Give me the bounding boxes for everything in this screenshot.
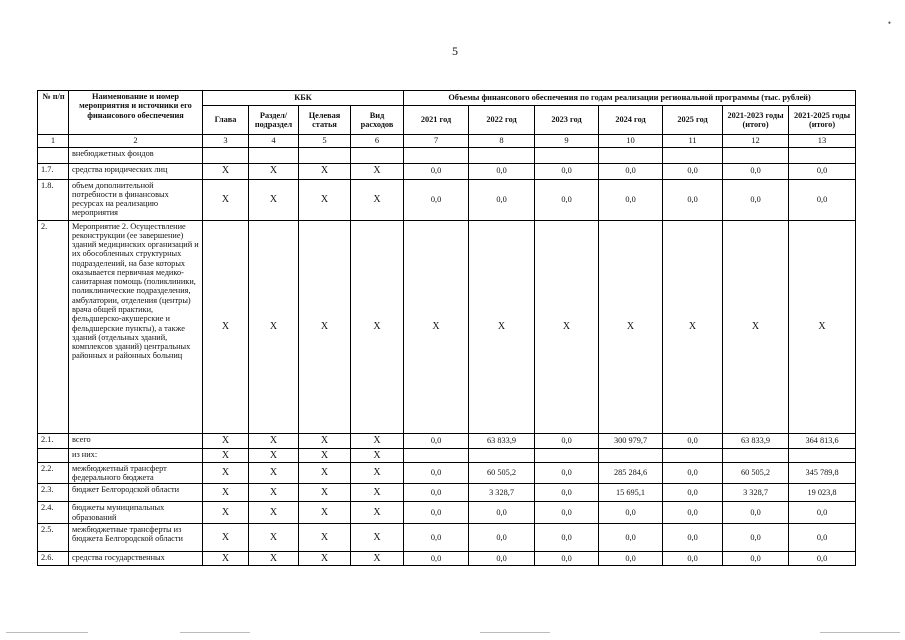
- page-number: 5: [452, 44, 458, 58]
- column-index: 10: [599, 135, 663, 148]
- table-cell: X: [249, 484, 299, 502]
- table-cell: X: [299, 433, 351, 448]
- table-cell: X: [203, 433, 249, 448]
- table-cell: [469, 448, 535, 462]
- scan-edge-line: [180, 632, 250, 633]
- table-row: [38, 502, 856, 524]
- table-cell: 0,0: [535, 179, 599, 220]
- table-cell: X: [249, 433, 299, 448]
- table-cell: 285 284,6: [599, 462, 663, 484]
- table-cell: X: [249, 448, 299, 462]
- header-2025: 2025 год: [663, 106, 723, 135]
- table-row: [38, 147, 856, 163]
- corner-mark: •: [887, 18, 891, 28]
- table-cell: [203, 147, 249, 163]
- header-total-2021-2023: 2021-2023 годы (итого): [723, 106, 789, 135]
- table-cell: X: [203, 179, 249, 220]
- header-glava: Глава: [203, 106, 249, 135]
- table-cell: 0,0: [535, 433, 599, 448]
- table-cell: 0,0: [723, 163, 789, 179]
- table-cell: X: [203, 523, 249, 551]
- table-cell: X: [203, 448, 249, 462]
- table-cell: X: [599, 220, 663, 433]
- table-cell: X: [299, 179, 351, 220]
- table-cell: 0,0: [663, 484, 723, 502]
- table-cell: [789, 448, 856, 462]
- table-row: [38, 484, 856, 502]
- table-cell: 0,0: [663, 179, 723, 220]
- table-cell: 0,0: [535, 462, 599, 484]
- table-cell: 0,0: [789, 179, 856, 220]
- table-cell: 0,0: [535, 551, 599, 565]
- table-cell: 0,0: [469, 502, 535, 524]
- table-cell: X: [299, 523, 351, 551]
- table-cell: 0,0: [789, 163, 856, 179]
- scan-edge-line: [6, 632, 88, 633]
- table-row: [38, 220, 856, 433]
- table-cell: 0,0: [723, 523, 789, 551]
- table-cell: X: [203, 220, 249, 433]
- row-number: [38, 448, 69, 462]
- table-cell: X: [351, 179, 404, 220]
- column-index: 12: [723, 135, 789, 148]
- table-cell: X: [203, 484, 249, 502]
- header-vid: Вид расходов: [351, 106, 404, 135]
- table-cell: [469, 147, 535, 163]
- table-cell: 364 813,6: [789, 433, 856, 448]
- table-cell: 0,0: [404, 502, 469, 524]
- table-cell: X: [789, 220, 856, 433]
- table-cell: X: [351, 462, 404, 484]
- table-row: [38, 179, 856, 220]
- table-cell: 0,0: [469, 523, 535, 551]
- table-cell: 0,0: [663, 163, 723, 179]
- column-index: 9: [535, 135, 599, 148]
- table-cell: 0,0: [535, 484, 599, 502]
- table-cell: 0,0: [599, 523, 663, 551]
- row-name: всего: [69, 433, 203, 448]
- table-cell: 0,0: [404, 163, 469, 179]
- row-name: межбюджетные трансферты из бюджета Белгородской области: [69, 523, 203, 551]
- table-cell: X: [299, 462, 351, 484]
- table-cell: X: [249, 502, 299, 524]
- table-cell: 0,0: [535, 523, 599, 551]
- table-cell: 0,0: [789, 523, 856, 551]
- table-row: [38, 551, 856, 565]
- column-index: 3: [203, 135, 249, 148]
- table-cell: [404, 448, 469, 462]
- table-cell: 0,0: [599, 179, 663, 220]
- header-razdel: Раздел/ подраздел: [249, 106, 299, 135]
- table-cell: X: [249, 163, 299, 179]
- table-cell: X: [299, 484, 351, 502]
- table-cell: 0,0: [404, 523, 469, 551]
- table-cell: [789, 147, 856, 163]
- column-index: 7: [404, 135, 469, 148]
- scan-edge-line: [820, 632, 900, 633]
- row-name: внебюджетных фондов: [69, 147, 203, 163]
- table-cell: X: [351, 551, 404, 565]
- table-cell: 0,0: [663, 523, 723, 551]
- table-cell: 0,0: [789, 502, 856, 524]
- row-number: 1.7.: [38, 163, 69, 179]
- table-cell: X: [299, 502, 351, 524]
- table-cell: 3 328,7: [723, 484, 789, 502]
- table-cell: [535, 147, 599, 163]
- table-cell: [599, 147, 663, 163]
- table-cell: 0,0: [469, 551, 535, 565]
- table-cell: 63 833,9: [723, 433, 789, 448]
- table-cell: 300 979,7: [599, 433, 663, 448]
- column-index-row: [38, 135, 856, 148]
- header-2021: 2021 год: [404, 106, 469, 135]
- table-cell: X: [203, 502, 249, 524]
- table-row: [38, 163, 856, 179]
- table-cell: 0,0: [404, 484, 469, 502]
- row-name: бюджет Белгородской области: [69, 484, 203, 502]
- header-celevaya: Целевая статья: [299, 106, 351, 135]
- table-cell: 0,0: [535, 502, 599, 524]
- table-cell: 63 833,9: [469, 433, 535, 448]
- table-cell: 0,0: [723, 502, 789, 524]
- table-cell: [351, 147, 404, 163]
- table-cell: [663, 147, 723, 163]
- table-cell: [723, 448, 789, 462]
- table-cell: [249, 147, 299, 163]
- header-total-2021-2025: 2021-2025 годы (итого): [789, 106, 856, 135]
- row-name: средства юридических лиц: [69, 163, 203, 179]
- table-cell: [299, 147, 351, 163]
- row-number: 1.8.: [38, 179, 69, 220]
- row-number: 2.4.: [38, 502, 69, 524]
- table-cell: 60 505,2: [469, 462, 535, 484]
- table-cell: 0,0: [723, 179, 789, 220]
- table-cell: [663, 448, 723, 462]
- table-cell: X: [249, 462, 299, 484]
- header-2022: 2022 год: [469, 106, 535, 135]
- table-cell: 3 328,7: [469, 484, 535, 502]
- table-cell: 0,0: [789, 551, 856, 565]
- header-funding: Объемы финансового обеспечения по годам реализации региональной программы (тыс. рублей): [404, 91, 856, 106]
- table-cell: X: [299, 448, 351, 462]
- table-cell: 0,0: [535, 163, 599, 179]
- column-index: 13: [789, 135, 856, 148]
- table-cell: [723, 147, 789, 163]
- header-2023: 2023 год: [535, 106, 599, 135]
- funding-table: [37, 90, 856, 566]
- table-cell: X: [299, 220, 351, 433]
- table-cell: 0,0: [404, 179, 469, 220]
- column-index: 1: [38, 135, 69, 148]
- table-cell: X: [351, 484, 404, 502]
- table-cell: X: [351, 502, 404, 524]
- row-name: Мероприятие 2. Осуществление реконструкции (ее завершение) зданий медицинских организаций и их обособленных структурных подразделений, на базе которых оказывается первичная медико-санитарная помощь (поликлиники, поликлинические подразделения, амбулатории, отделения (центры) врача общей практики, фельдшерско-акушерские и фельдшерские пункты), а также зданий (отдельных зданий, комплексов зданий) центральных районных и районных больниц: [69, 220, 203, 433]
- table-cell: X: [249, 551, 299, 565]
- table-cell: X: [249, 220, 299, 433]
- row-name: бюджеты муниципальных образований: [69, 502, 203, 524]
- table-cell: X: [663, 220, 723, 433]
- row-name: из них:: [69, 448, 203, 462]
- row-number: 2.5.: [38, 523, 69, 551]
- row-number: 2.3.: [38, 484, 69, 502]
- column-index: 11: [663, 135, 723, 148]
- row-name: межбюджетный трансферт федерального бюджета: [69, 462, 203, 484]
- table-cell: X: [351, 523, 404, 551]
- scan-edge-line: [480, 632, 550, 633]
- table-cell: X: [351, 220, 404, 433]
- row-name: средства государственных: [69, 551, 203, 565]
- table-row: [38, 462, 856, 484]
- table-cell: 345 789,8: [789, 462, 856, 484]
- table-cell: [599, 448, 663, 462]
- column-index: 6: [351, 135, 404, 148]
- table-cell: 0,0: [404, 551, 469, 565]
- table-cell: 0,0: [599, 551, 663, 565]
- table-cell: [535, 448, 599, 462]
- table-cell: X: [404, 220, 469, 433]
- table-cell: 60 505,2: [723, 462, 789, 484]
- table-cell: X: [249, 523, 299, 551]
- table-cell: 0,0: [723, 551, 789, 565]
- header-num: № п/п: [38, 91, 69, 135]
- column-index: 4: [249, 135, 299, 148]
- table-cell: X: [203, 551, 249, 565]
- table-row: [38, 523, 856, 551]
- header-kbk: КБК: [203, 91, 404, 106]
- table-cell: 0,0: [599, 163, 663, 179]
- table-cell: X: [723, 220, 789, 433]
- row-name: объем дополнительной потребности в финансовых ресурсах на реализацию мероприятия: [69, 179, 203, 220]
- header-name: Наименование и номер мероприятия и источники его финансового обеспечения: [69, 91, 203, 135]
- table-cell: X: [351, 163, 404, 179]
- table-cell: 0,0: [663, 462, 723, 484]
- table-cell: X: [299, 163, 351, 179]
- table-row: [38, 433, 856, 448]
- table-cell: X: [535, 220, 599, 433]
- table-cell: 0,0: [663, 551, 723, 565]
- row-number: 2.2.: [38, 462, 69, 484]
- row-number: [38, 147, 69, 163]
- table-cell: X: [351, 448, 404, 462]
- table-cell: X: [351, 433, 404, 448]
- table-cell: X: [249, 179, 299, 220]
- table-cell: 0,0: [469, 163, 535, 179]
- row-number: 2.6.: [38, 551, 69, 565]
- table-cell: X: [203, 163, 249, 179]
- table-row: [38, 448, 856, 462]
- table-cell: 19 023,8: [789, 484, 856, 502]
- column-index: 8: [469, 135, 535, 148]
- table-cell: X: [469, 220, 535, 433]
- row-number: 2.: [38, 220, 69, 433]
- table-cell: [404, 147, 469, 163]
- table-cell: 0,0: [663, 502, 723, 524]
- table-cell: X: [299, 551, 351, 565]
- table-cell: 0,0: [404, 462, 469, 484]
- column-index: 2: [69, 135, 203, 148]
- table-cell: 0,0: [599, 502, 663, 524]
- table-cell: 0,0: [469, 179, 535, 220]
- header-2024: 2024 год: [599, 106, 663, 135]
- table-cell: X: [203, 462, 249, 484]
- row-number: 2.1.: [38, 433, 69, 448]
- table-cell: 0,0: [663, 433, 723, 448]
- table-cell: 0,0: [404, 433, 469, 448]
- column-index: 5: [299, 135, 351, 148]
- table-cell: 15 695,1: [599, 484, 663, 502]
